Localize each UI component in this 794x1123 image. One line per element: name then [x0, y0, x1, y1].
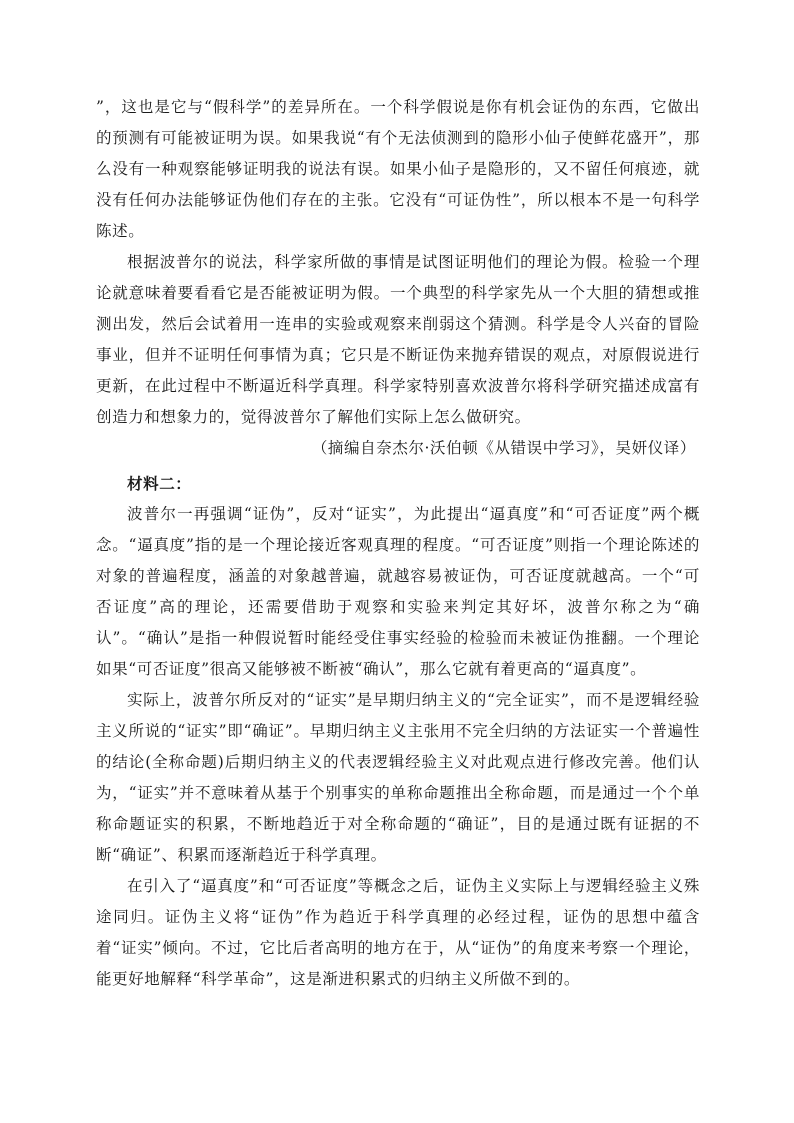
section-heading-material-two: 材料二： — [127, 474, 192, 493]
paragraph-1: ”，这也是它与“假科学”的差异所在。一个科学假说是你有机会证伪的东西，它做出的预测有可能被证明为误。如果我说“有个无法侦测到的隐形小仙子使鲜花盛开”，那么没有一种观察能够证明我的说法有误。如果小仙子是隐形的，又不留任何痕迹，就没有任何办法能够证伪他们存在的主张。它没有“可证伪性”，所以根本不是一句科学陈述。 — [96, 98, 700, 240]
paragraph-2: 根据波普尔的说法，科学家所做的事情是试图证明他们的理论为假。检验一个理论就意味着要看看它是否能被证明为假。一个典型的科学家先从一个大胆的猜想或推测出发，然后会试着用一连串的实验或观察来削弱这个猜测。科学是令人兴奋的冒险事业，但并不证明任何事情为真；它只是不断证伪来抛弃错误的观点，对原假说进行更新，在此过程中不断逼近科学真理。科学家特别喜欢波普尔将科学研究描述成富有创造力和想象力的，觉得波普尔了解他们实际上怎么做研究。 — [96, 253, 700, 426]
document-body — [96, 92, 700, 995]
paragraph-5: 在引入了“逼真度”和“可否证度”等概念之后，证伪主义实际上与逻辑经验主义殊途同归。证伪主义将“证伪”作为趋近于科学真理的必经过程，证伪的思想中蕴含着“证实”倾向。不过，它比后者高明的地方在于，从“证伪”的角度来考察一个理论，能更好地解释“科学革命”，这是渐进积累式的归纳主义所做不到的。 — [96, 877, 700, 988]
paragraph-4: 实际上，波普尔所反对的“证实”是早期归纳主义的“完全证实”，而不是逻辑经验主义所说的“证实”即“确证”。早期归纳主义主张用不完全归纳的方法证实一个普遍性的结论(全称命题)后期归纳主义的代表逻辑经验主义对此观点进行修改完善。他们认为，“证实”并不意味着从基于个别事实的单称命题推出全称命题，而是通过一个个单称命题证实的积累，不断地趋近于对全称命题的“确证”，目的是通过既有证据的不断“确证”、积累而逐渐趋近于科学真理。 — [96, 691, 700, 864]
paragraph-3: 波普尔一再强调“证伪”，反对“证实”，为此提出“逼真度”和“可否证度”两个概念。“逼真度”指的是一个理论接近客观真理的程度。“可否证度”则指一个理论陈述的对象的普遍程度，涵盖的对象越普遍，就越容易被证伪，可否证度就越高。一个“可否证度”高的理论，还需要借助于观察和实验来判定其好坏，波普尔称之为“确认”。“确认”是指一种假说暂时能经受住事实经验的检验而未被证伪推翻。一个理论如果“可否证度”很高又能够被不断被“确认”，那么它就有着更高的“逼真度”。 — [96, 505, 700, 678]
source-citation: （摘编自奈杰尔·沃伯顿《从错误中学习》，吴妍仪译） — [311, 439, 696, 457]
